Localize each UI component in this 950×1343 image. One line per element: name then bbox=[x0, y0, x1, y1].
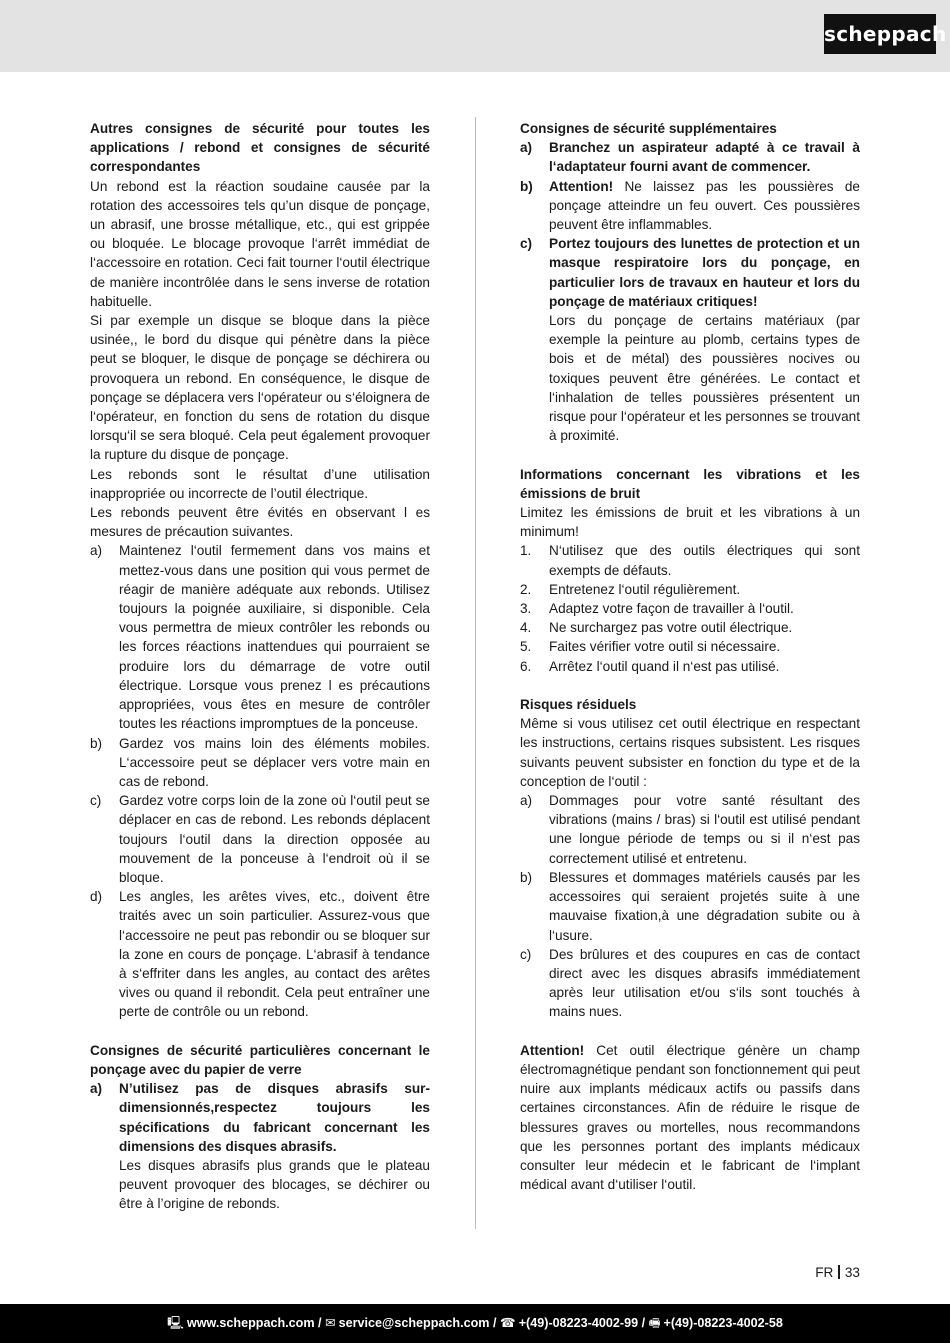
list-text: Blessures et dommages matériels causés par les accessoires qui seraient projetés suite à une mauvaise fixation,à une dégradation subite ou à l‘usure. bbox=[549, 869, 860, 943]
footer-email: service@scheppach.com / bbox=[338, 1316, 497, 1330]
page-number bbox=[815, 1265, 860, 1280]
list-text: Gardez votre corps loin de la zone où l‘outil peut se déplacer en cas de rebond. Les rebonds déplacent toujours l‘outil dans la direction opposée au mouvement de la ponceuse à l‘endroit où il se bloque. bbox=[119, 793, 430, 885]
list-text: N‘utilisez que des outils électriques qui sont exempts de défauts. bbox=[549, 543, 860, 578]
list-label: d) bbox=[90, 889, 103, 905]
list-label: b) bbox=[520, 869, 533, 885]
list-item bbox=[520, 868, 860, 945]
list-item bbox=[520, 177, 860, 235]
list-text-rest: Ne laissez pas les poussières de ponçage atteindre un feu ouvert. Ces poussières peuvent être inflammables. bbox=[549, 178, 860, 233]
list-item bbox=[90, 887, 430, 1021]
spacer bbox=[520, 676, 860, 695]
list-item bbox=[520, 637, 860, 656]
list-label: a) bbox=[90, 1081, 103, 1097]
list-label: c) bbox=[520, 946, 532, 962]
attention-paragraph bbox=[520, 1041, 860, 1195]
list-item bbox=[520, 945, 860, 1022]
list-text: Des brûlures et des coupures en cas de contact direct avec les disques abrasifs immédiatement après leur utilisation et/ou s‘ils sont touchés à mains nues. bbox=[549, 946, 860, 1020]
list-text: Ne surchargez pas votre outil électrique. bbox=[549, 620, 793, 636]
list-text: Arrêtez l‘outil quand il n‘est pas utilisé. bbox=[549, 658, 780, 674]
fax-icon: 🖷︎ bbox=[648, 1316, 661, 1330]
computer-icon: 🖳︎ bbox=[167, 1316, 184, 1330]
list-label: b) bbox=[520, 178, 533, 194]
list-text: Entretenez l‘outil régulièrement. bbox=[549, 581, 741, 597]
header-bar bbox=[0, 0, 950, 72]
list-item bbox=[90, 791, 430, 887]
section-title: Informations concernant les vibrations et les émissions de bruit bbox=[520, 466, 860, 501]
paragraph: Un rebond est la réaction soudaine causée par la rotation des accessoires tels qu’un disque de ponçage, un abrasif, une brosse métallique, etc., qui est grippée ou bloquée. Le blocage provoque l‘arrêt immédiat de l‘accessoire en rotation. Ceci fait tourner l‘outil électrique de manière incontrôlée dans le sens inverse de rotation habituelle. bbox=[90, 178, 431, 309]
paragraph: Même si vous utilisez cet outil électrique en respectant les instructions, certains risques subsistent. Les risques suivants peuvent subsister en fonction du type et de la conception de l‘outil : bbox=[520, 716, 860, 789]
list-label: a) bbox=[520, 140, 533, 156]
list-item bbox=[520, 599, 860, 618]
spacer bbox=[520, 1022, 860, 1041]
list-text: N’utilisez pas de disques abrasifs sur-dimensionnés,respectez toujours les spécifications du fabricant concernant les dimensions des disques abrasifs. bbox=[119, 1081, 430, 1154]
list-label: a) bbox=[520, 793, 533, 809]
paragraph: Limitez les émissions de bruit et les vibrations à un minimum! bbox=[520, 505, 860, 540]
list-text: Adaptez votre façon de travailler à l‘outil. bbox=[549, 601, 794, 617]
list-label: a) bbox=[90, 543, 103, 559]
list-item bbox=[90, 734, 430, 792]
list-text bbox=[549, 177, 860, 235]
attention-text: Cet outil électrique génère un champ électromagnétique pendant son fonctionnement qui peut nuire aux implants médicaux actifs ou passifs dans certaines circonstances. Afin de réduire le risque de blessures graves ou mortelles, nous recommandons que les personnes portant des implants médicaux consulter leur médecin et le fabricant de l‘implant médical avant d‘utiliser l‘outil. bbox=[520, 1042, 860, 1193]
footer-phone: +(49)-08223-4002-99 / bbox=[518, 1316, 646, 1330]
right-column bbox=[520, 119, 860, 1194]
list-text: Branchez un aspirateur adapté à ce travail à l‘adaptateur fourni avant de commencer. bbox=[549, 140, 860, 175]
footer-bar bbox=[0, 1304, 950, 1343]
column-divider bbox=[475, 117, 476, 1229]
list-item bbox=[520, 791, 860, 868]
list-text: Les angles, les arêtes vives, etc., doivent être traités avec un soin particulier. Assurez-vous que l‘accessoire ne peut pas rebondir ou se bloquer sur la zone en cours de ponçage. L‘abrasif à tendance à s‘effriter dans les angles, au contact des arêtes vives ou quand il rebondit. Cela peut entraîner une perte de contrôle ou un rebond. bbox=[119, 889, 430, 1020]
list-text: Dommages pour votre santé résultant des vibrations (mains / bras) si l‘outil est utilisé pendant une longue période de temps ou si il n‘est pas correctement utilisé et entretenu. bbox=[549, 793, 860, 866]
section-title: Consignes de sécurité supplémentaires bbox=[520, 121, 777, 136]
list-item bbox=[90, 541, 430, 733]
list-label: c) bbox=[520, 236, 533, 252]
list-item bbox=[90, 1079, 430, 1156]
list-label: 1. bbox=[520, 543, 532, 559]
section-title: Autres consignes de sécurité pour toutes les applications / rebond et consignes de sécurité correspondantes bbox=[90, 121, 430, 175]
section-title: Consignes de sécurité particulières concernant le ponçage avec du papier de verre bbox=[90, 1042, 430, 1077]
list-label: 2. bbox=[520, 581, 532, 597]
warning-word: Attention! bbox=[549, 178, 614, 194]
mail-icon: ✉︎ bbox=[325, 1316, 336, 1330]
section-title: Risques résiduels bbox=[520, 697, 637, 713]
list-text: Faites vérifier votre outil si nécessaire. bbox=[549, 639, 781, 655]
list-label: 5. bbox=[520, 639, 532, 655]
list-item bbox=[520, 541, 860, 579]
paragraph: Si par exemple un disque se bloque dans la pièce usinée,, le bord du disque qui pénètre dans la pièce peut se bloquer, le disque de ponçage se déchirera ou provoquera un rebond. En conséquence, le disque de ponçage se déplacera vers l‘opérateur ou s‘éloignera de l‘opérateur, en fonction du sens de rotation du disque lorsqu‘il se sera bloqué. Cela peut également provoquer la rupture du disque de ponçage. bbox=[90, 313, 430, 463]
brand-logo: scheppach bbox=[824, 14, 936, 54]
spacer bbox=[90, 1022, 430, 1041]
page-language: FR bbox=[815, 1265, 834, 1280]
list-label: b) bbox=[90, 735, 103, 751]
list-item bbox=[520, 138, 860, 176]
list-subtext: Lors du ponçage de certains matériaux (par exemple la peinture au plomb, certains types de bois et de métal) des poussières nocives ou toxiques peuvent être générées. Le contact et l‘inhalation de telles poussières présentent un risque pour l‘opérateur et les personnes se trouvant à proximité. bbox=[549, 313, 860, 444]
list-label: 6. bbox=[520, 658, 532, 674]
warning-word: Attention! bbox=[520, 1042, 585, 1058]
left-column bbox=[90, 119, 430, 1214]
list-text: Portez toujours des lunettes de protection et un masque respiratoire lors du ponçage, en particulier lors de travaux en hauteur et lors du ponçage de matériaux critiques! bbox=[549, 236, 860, 309]
list-text: Maintenez l‘outil fermement dans vos mains et mettez-vous dans une position qui vous permet de réagir de manière adéquate aux rebonds. Utilisez toujours la poignée auxiliaire, si disponible. Cela vous permettra de mieux contrôler les rebonds ou les forces réactions inattendues qui pourraient se produire lors du démarrage de votre outil électrique. Lorsque vous prenez l es précautions appropriées, vous êtes en mesure de contrôler toutes les réactions impromptues de la ponceuse. bbox=[119, 543, 430, 732]
list-item bbox=[520, 618, 860, 637]
list-item bbox=[520, 234, 860, 311]
list-item bbox=[520, 657, 860, 676]
list-label: c) bbox=[90, 793, 102, 809]
list-subtext: Les disques abrasifs plus grands que le plateau peuvent provoquer des blocages, se déchirer ou être à l’origine de rebonds. bbox=[119, 1157, 430, 1212]
footer-website: www.scheppach.com / bbox=[186, 1316, 322, 1330]
footer-fax: +(49)-08223-4002-58 bbox=[663, 1316, 783, 1330]
spacer bbox=[520, 445, 860, 464]
list-item bbox=[520, 580, 860, 599]
page-separator bbox=[838, 1265, 840, 1279]
list-label: 4. bbox=[520, 620, 532, 636]
page-number-value: 33 bbox=[844, 1265, 860, 1280]
paragraph: Les rebonds peuvent être évités en observant l es mesures de précaution suivantes. bbox=[90, 505, 430, 540]
phone-icon: ☎︎ bbox=[500, 1316, 516, 1330]
list-text: Gardez vos mains loin des éléments mobiles. L‘accessoire peut se déplacer vers votre main en cas de rebond. bbox=[119, 735, 430, 789]
list-label: 3. bbox=[520, 601, 532, 617]
paragraph: Les rebonds sont le résultat d’une utilisation inappropriée ou incorrecte de l’outil électrique. bbox=[90, 466, 430, 501]
